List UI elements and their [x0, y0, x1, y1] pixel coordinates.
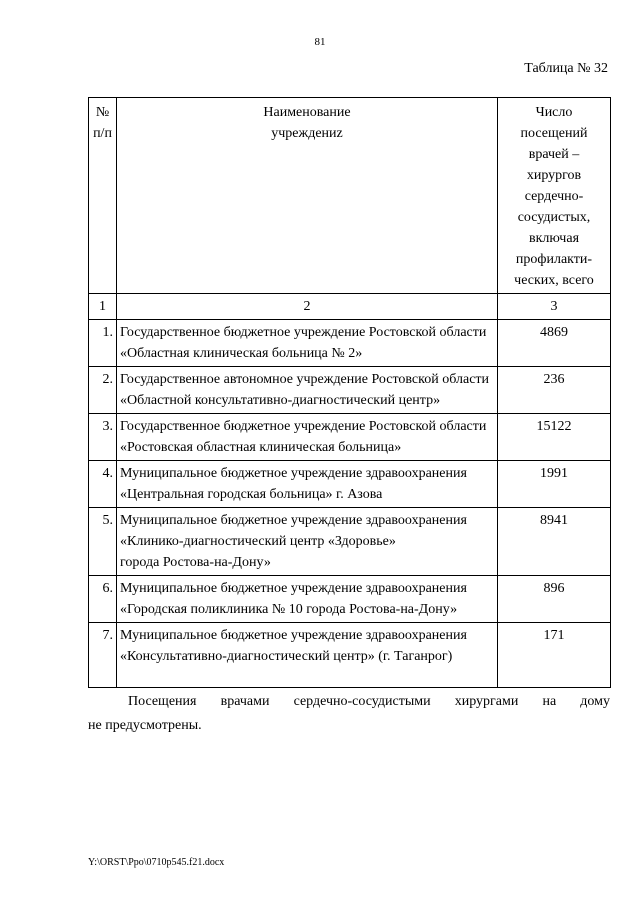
table-row [89, 320, 611, 367]
row-count: 1991 [498, 461, 611, 508]
row-num: 1. [89, 320, 117, 367]
column-number: 2 [117, 294, 498, 320]
row-name: Муниципальное бюджетное учреждение здравоохранения «Центральная городская больница» г. Азова [117, 461, 498, 508]
footer-file-path: Y:\ORST\Ppo\0710p545.f21.docx [88, 857, 225, 868]
row-num: 7. [89, 623, 117, 688]
row-num: 4. [89, 461, 117, 508]
table-row [89, 414, 611, 461]
column-number: 1 [89, 294, 117, 320]
note-line: Посещения врачами сердечно-сосудистыми хирургами на дому [128, 694, 610, 709]
table-caption: Таблица № 32 [524, 61, 608, 76]
row-count: 171 [498, 623, 611, 688]
row-name: Государственное бюджетное учреждение Ростовской области «Областная клиническая больница № 2» [117, 320, 498, 367]
row-count: 236 [498, 367, 611, 414]
row-name: Муниципальное бюджетное учреждение здравоохранения «Консультативно-диагностический центр» (г. Таганрог) [117, 623, 498, 688]
header-num: № п/п [89, 98, 117, 294]
row-count: 896 [498, 576, 611, 623]
row-num: 2. [89, 367, 117, 414]
table-row [89, 461, 611, 508]
row-num: 5. [89, 508, 117, 576]
row-num: 6. [89, 576, 117, 623]
table-row [89, 367, 611, 414]
row-count: 15122 [498, 414, 611, 461]
row-name: Государственное бюджетное учреждение Ростовской области «Ростовская областная клиническая больница» [117, 414, 498, 461]
row-count: 8941 [498, 508, 611, 576]
row-name: Государственное автономное учреждение Ростовской области «Областной консультативно-диагностический центр» [117, 367, 498, 414]
data-table [88, 97, 611, 688]
header-count: Число посещений врачей – хирургов сердечно-сосудистых, включая профилакти-ческих, всего [498, 98, 611, 294]
table-row [89, 508, 611, 576]
row-name: Муниципальное бюджетное учреждение здравоохранения «Клинико-диагностический центр «Здоровье» города Ростова-на-Дону» [117, 508, 498, 576]
note-paragraph [88, 690, 610, 738]
column-number: 3 [498, 294, 611, 320]
table-row [89, 623, 611, 688]
header-name: Наименование учреждениz [117, 98, 498, 294]
column-number-row [89, 294, 611, 320]
page-number: 81 [314, 36, 326, 48]
row-count: 4869 [498, 320, 611, 367]
row-name: Муниципальное бюджетное учреждение здравоохранения «Городская поликлиника № 10 города Ростова-на-Дону» [117, 576, 498, 623]
header-row [89, 98, 611, 294]
row-num: 3. [89, 414, 117, 461]
note-line: не предусмотрены. [88, 718, 202, 733]
table-row [89, 576, 611, 623]
